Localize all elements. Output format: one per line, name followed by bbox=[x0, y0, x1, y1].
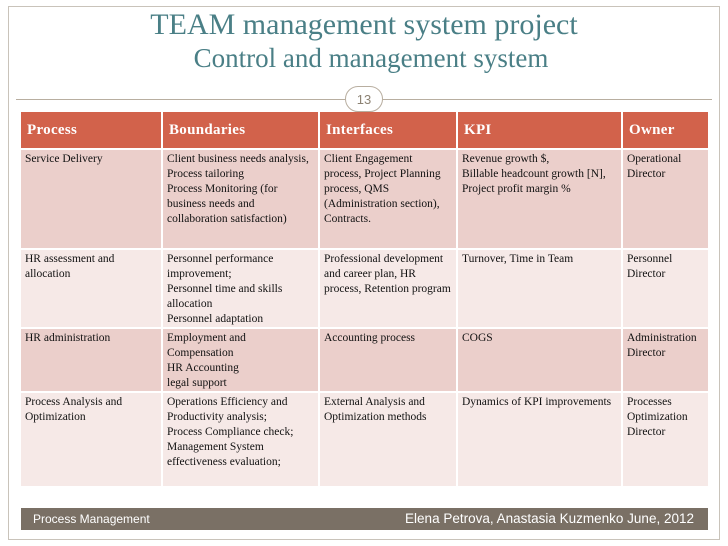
process-table bbox=[21, 112, 708, 486]
table-row bbox=[21, 328, 708, 392]
cell-interfaces: External Analysis and Optimization methods bbox=[319, 392, 457, 486]
title-line-2: Control and management system bbox=[193, 43, 549, 73]
footer-left-text: Process Management bbox=[33, 512, 150, 526]
header-owner: Owner bbox=[622, 112, 708, 149]
header-interfaces: Interfaces bbox=[319, 112, 457, 149]
header-kpi: KPI bbox=[457, 112, 622, 149]
table-row bbox=[21, 249, 708, 328]
cell-interfaces: Client Engagement process, Project Planning process, QMS (Administration section), Contracts. bbox=[319, 149, 457, 249]
slide-title bbox=[0, 8, 728, 74]
cell-process: Process Analysis and Optimization bbox=[21, 392, 162, 486]
cell-process: HR assessment and allocation bbox=[21, 249, 162, 328]
page-number: 13 bbox=[345, 86, 383, 112]
header-boundaries: Boundaries bbox=[162, 112, 319, 149]
table-row bbox=[21, 149, 708, 249]
cell-kpi: Dynamics of KPI improvements bbox=[457, 392, 622, 486]
cell-boundaries: Client business needs analysis, Process tailoring Process Monitoring (for business needs and collaboration satisfaction) bbox=[162, 149, 319, 249]
title-line-1: TEAM management system project bbox=[150, 8, 578, 41]
cell-kpi: Turnover, Time in Team bbox=[457, 249, 622, 328]
footer-author-date: Elena Petrova, Anastasia Kuzmenko June, 2012 bbox=[405, 511, 694, 526]
cell-kpi: Revenue growth $, Billable headcount growth [N], Project profit margin % bbox=[457, 149, 622, 249]
cell-process: Service Delivery bbox=[21, 149, 162, 249]
cell-kpi: COGS bbox=[457, 328, 622, 392]
cell-interfaces: Professional development and career plan, HR process, Retention program bbox=[319, 249, 457, 328]
table-row bbox=[21, 392, 708, 486]
cell-boundaries: Personnel performance improvement; Personnel time and skills allocation Personnel adaptation bbox=[162, 249, 319, 328]
cell-interfaces: Accounting process bbox=[319, 328, 457, 392]
footer-bar bbox=[21, 508, 708, 530]
cell-boundaries: Operations Efficiency and Productivity analysis; Process Compliance check; Management System effectiveness evaluation; bbox=[162, 392, 319, 486]
cell-owner: Processes Optimization Director bbox=[622, 392, 708, 486]
cell-process: HR administration bbox=[21, 328, 162, 392]
header-process: Process bbox=[21, 112, 162, 149]
cell-owner: Administration Director bbox=[622, 328, 708, 392]
table-header-row bbox=[21, 112, 708, 149]
cell-owner: Personnel Director bbox=[622, 249, 708, 328]
cell-boundaries: Employment and Compensation HR Accounting legal support bbox=[162, 328, 319, 392]
cell-owner: Operational Director bbox=[622, 149, 708, 249]
